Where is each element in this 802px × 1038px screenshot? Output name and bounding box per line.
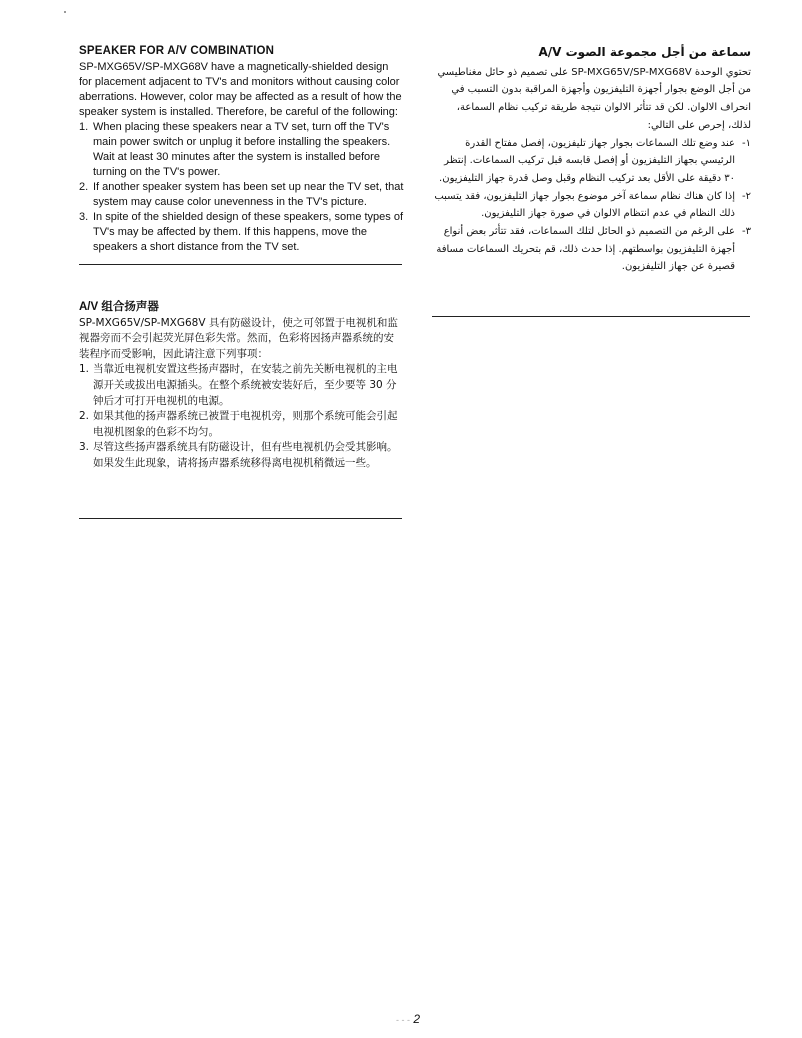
arabic-list-item — [432, 188, 751, 223]
chinese-list-item — [79, 362, 404, 409]
list-number: 3. — [79, 441, 90, 454]
list-item-text: عند وضع تلك السماعات بجوار جهاز تليفزيون، إفصل مفتاح القدرة الرئيسي بجهاز التليفزيون أو إفصل قابسه قبل تركيب السماعات. إنتظر ٣٠ دقيقة على الأقل بعد تركيب النظام وقبل وصل قدرة جهاز التليفزيون. — [439, 137, 735, 184]
chinese-list-item — [79, 409, 404, 440]
list-item-text: 当靠近电视机安置这些扬声器时，在安装之前先关断电视机的主电源开关或拔出电源插头。在整个系统被安装好后，至少要等 30 分钟后才可打开电视机的电源。 — [93, 363, 398, 407]
footer-dashes: - - - — [396, 1015, 410, 1025]
page-footer — [396, 1012, 420, 1026]
arabic-intro: تحتوي الوحدة SP-MXG65V/SP-MXG68V على تصميم ذو حائل مغناطيسي من أجل الوضع بجوار أجهزة التليفزيون وأجهزة المراقبة بدون التسبب في انحراف الالوان. لكن قد تتأثر الالوان نتيجة طريقة تركيب نظام السماعة، لذلك، إحرص على التالي: — [437, 66, 751, 131]
list-number: 3. — [79, 211, 89, 223]
english-list — [79, 120, 404, 255]
arabic-title: سماعة من أجل مجموعة الصوت A/V — [538, 45, 751, 59]
divider-chinese — [79, 518, 402, 519]
list-number: ٣- — [742, 226, 751, 238]
list-item-text: 如果其他的扬声器系统已被置于电视机旁，则那个系统可能会引起电视机图象的色彩不均匀。 — [93, 410, 398, 438]
arabic-list — [432, 135, 751, 277]
list-item-text: In spite of the shielded design of these speakers, some types of TV's may be affected by them. If this happens, move the speakers a short distance from the TV set. — [93, 211, 404, 253]
english-title: SPEAKER FOR A/V COMBINATION — [79, 45, 275, 57]
arabic-list-item — [432, 135, 751, 188]
list-number: 2. — [79, 181, 89, 193]
list-number: 2. — [79, 410, 90, 423]
chinese-section — [79, 300, 404, 472]
scan-speck — [64, 11, 66, 13]
chinese-list — [79, 362, 404, 471]
arabic-section — [432, 44, 751, 276]
chinese-title: A/V 组合扬声器 — [79, 301, 159, 313]
chinese-intro: SP-MXG65V/SP-MXG68V 具有防磁设计，使之可邻置于电视机和监视器旁而不会引起荧光屏色彩失常。然而，色彩将因扬声器系统的安装程序而受影响，因此请注意下列事项： — [79, 316, 398, 360]
arabic-list-item — [432, 223, 751, 276]
english-section — [79, 44, 404, 255]
list-item-text: إذا كان هناك نظام سماعة آخر موضوع بجوار جهاز التليفزيون، فقد يتسبب ذلك النظام في عدم انتظام الالوان في صورة جهاز التليفزيون. — [434, 190, 735, 220]
list-item-text: على الرغم من التصميم ذو الحائل لتلك السماعات، فقد تتأثر بعض أنواع أجهزة التليفزيون بواسطتهم. إذا حدث ذلك، قم بتحريك السماعات مسافة قصيرة عن جهاز التليفزيون. — [436, 226, 735, 273]
list-item-text: If another speaker system has been set up near the TV set, that system may cause color unevenness in the TV's picture. — [93, 181, 404, 208]
page-number: 2 — [413, 1012, 421, 1026]
list-number: 1. — [79, 363, 90, 376]
list-item-text: 尽管这些扬声器系统具有防磁设计，但有些电视机仍会受其影响。如果发生此现象，请将扬声器系统移得离电视机稍微远一些。 — [93, 441, 398, 469]
english-list-item — [79, 180, 404, 210]
list-item-text: When placing these speakers near a TV set, turn off the TV's main power switch or unplug it before installing the speakers. Wait at least 30 minutes after the system is installed before turning on the TV's power. — [93, 121, 391, 178]
english-list-item — [79, 210, 404, 255]
chinese-list-item — [79, 440, 404, 471]
list-number: ١- — [742, 137, 751, 149]
list-number: 1. — [79, 121, 89, 133]
divider-arabic — [432, 316, 750, 317]
divider-english — [79, 264, 402, 265]
list-number: ٢- — [742, 190, 751, 202]
english-intro: SP-MXG65V/SP-MXG68V have a magnetically-shielded design for placement adjacent to TV's and monitors without causing color aberrations. However, color may be affected as a result of how the speaker system is installed. Therefore, be careful of the following: — [79, 61, 402, 118]
english-list-item — [79, 120, 404, 180]
